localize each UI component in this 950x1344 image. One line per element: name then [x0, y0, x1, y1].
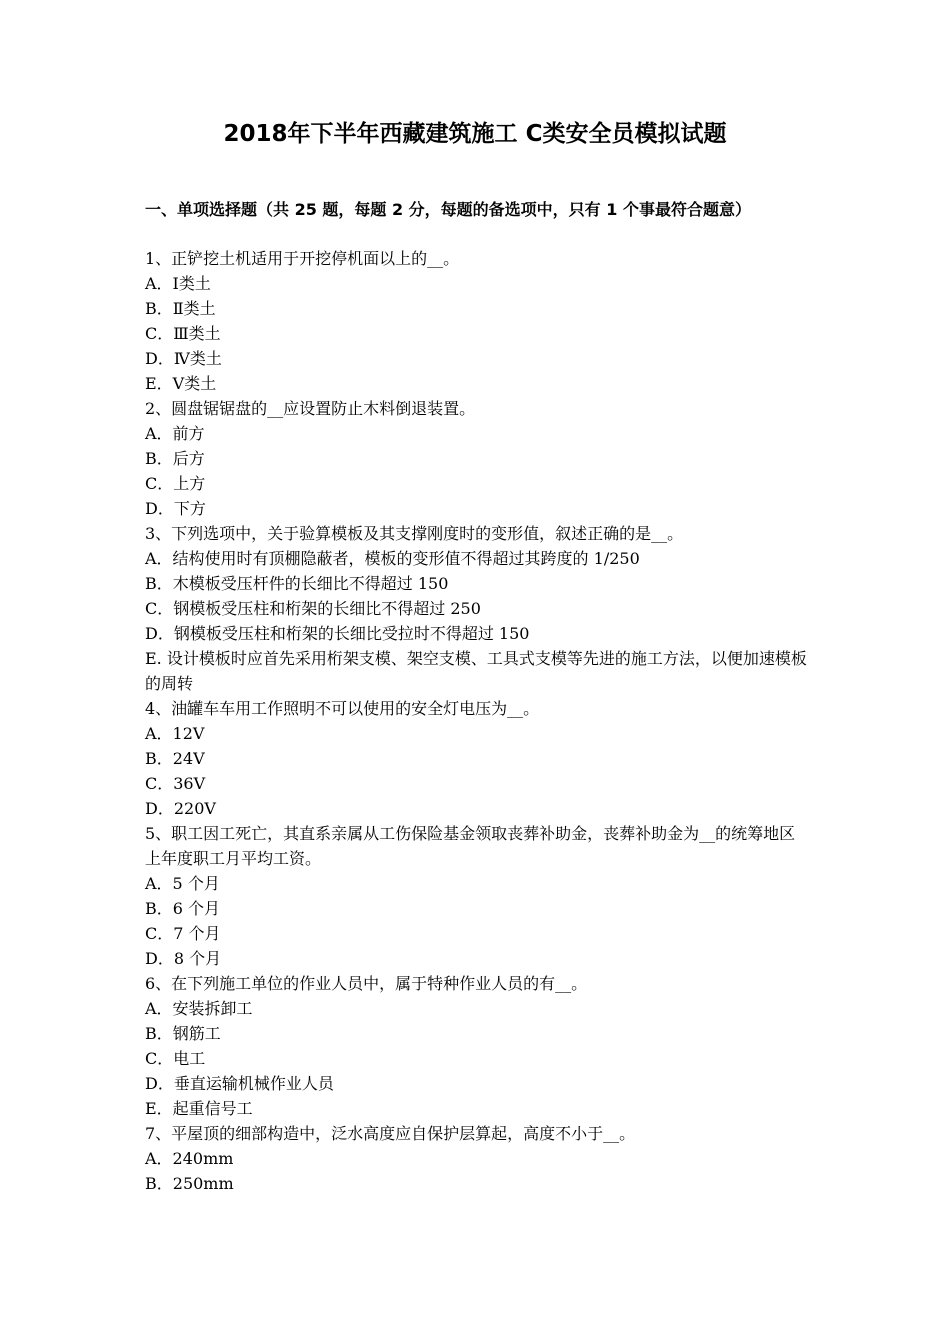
option-c: C．上方: [145, 474, 206, 493]
question-text: 6、在下列施工单位的作业人员中，属于特种作业人员的有__。: [145, 974, 588, 993]
option-b: B．木模板受压杆件的长细比不得超过 150: [145, 574, 449, 593]
document-title: 2018年下半年西藏建筑施工 C类安全员模拟试题: [223, 121, 727, 147]
question-text: 2、圆盘锯锯盘的__应设置防止木料倒退装置。: [145, 399, 476, 418]
option-d: D．220V: [145, 799, 216, 818]
option-d: D．Ⅳ类土: [145, 349, 222, 368]
option-b: B．钢筋工: [145, 1024, 221, 1043]
option-d: D．下方: [145, 499, 206, 518]
question-text: 4、油罐车车用工作照明不可以使用的安全灯电压为__。: [145, 699, 540, 718]
question-6: [145, 971, 810, 1121]
option-a: A．安装拆卸工: [145, 999, 253, 1018]
question-5: [145, 821, 810, 971]
question-2: [145, 396, 810, 521]
option-c: C．36V: [145, 774, 206, 793]
option-e: E．Ⅴ类土: [145, 374, 217, 393]
question-text: 3、下列选项中，关于验算模板及其支撑刚度时的变形值，叙述正确的是__。: [145, 524, 684, 543]
option-d: D．钢模板受压柱和桁架的长细比受拉时不得超过 150: [145, 624, 530, 643]
option-c: C．钢模板受压柱和桁架的长细比不得超过 250: [145, 599, 481, 618]
option-a: A．5 个月: [145, 874, 220, 893]
option-b: B．6 个月: [145, 899, 221, 918]
question-1: [145, 246, 810, 396]
option-a: A．前方: [145, 424, 205, 443]
option-b: B．24V: [145, 749, 205, 768]
section-heading: 一、单项选择题（共 25 题，每题 2 分，每题的备选项中，只有 1 个事最符合题意）: [145, 200, 751, 219]
option-d: D．8 个月: [145, 949, 222, 968]
option-d: D．垂直运输机械作业人员: [145, 1074, 334, 1093]
option-b: B．后方: [145, 449, 205, 468]
option-a: A．240mm: [145, 1149, 234, 1168]
question-text: 5、职工因工死亡，其直系亲属从工伤保险基金领取丧葬补助金，丧葬补助金为__的统筹地区上年度职工月平均工资。: [145, 824, 796, 868]
option-e: E．起重信号工: [145, 1099, 253, 1118]
option-e: E. 设计模板时应首先采用桁架支模、架空支模、工具式支模等先进的施工方法，以便加速模板的周转: [145, 649, 807, 693]
option-c: C．电工: [145, 1049, 206, 1068]
question-text: 1、正铲挖土机适用于开挖停机面以上的__。: [145, 249, 460, 268]
option-a: A．结构使用时有顶棚隐蔽者，模板的变形值不得超过其跨度的 1/250: [145, 549, 640, 568]
option-a: A．12V: [145, 724, 205, 743]
option-a: A．Ⅰ类土: [145, 274, 211, 293]
question-text: 7、平屋顶的细部构造中，泛水高度应自保护层算起，高度不小于__。: [145, 1124, 636, 1143]
option-b: B．Ⅱ类土: [145, 299, 216, 318]
question-3: [145, 521, 810, 696]
option-b: B．250mm: [145, 1174, 234, 1193]
option-c: C．7 个月: [145, 924, 221, 943]
question-list: [145, 246, 810, 1196]
option-c: C．Ⅲ类土: [145, 324, 221, 343]
question-7: [145, 1121, 810, 1196]
question-4: [145, 696, 810, 821]
